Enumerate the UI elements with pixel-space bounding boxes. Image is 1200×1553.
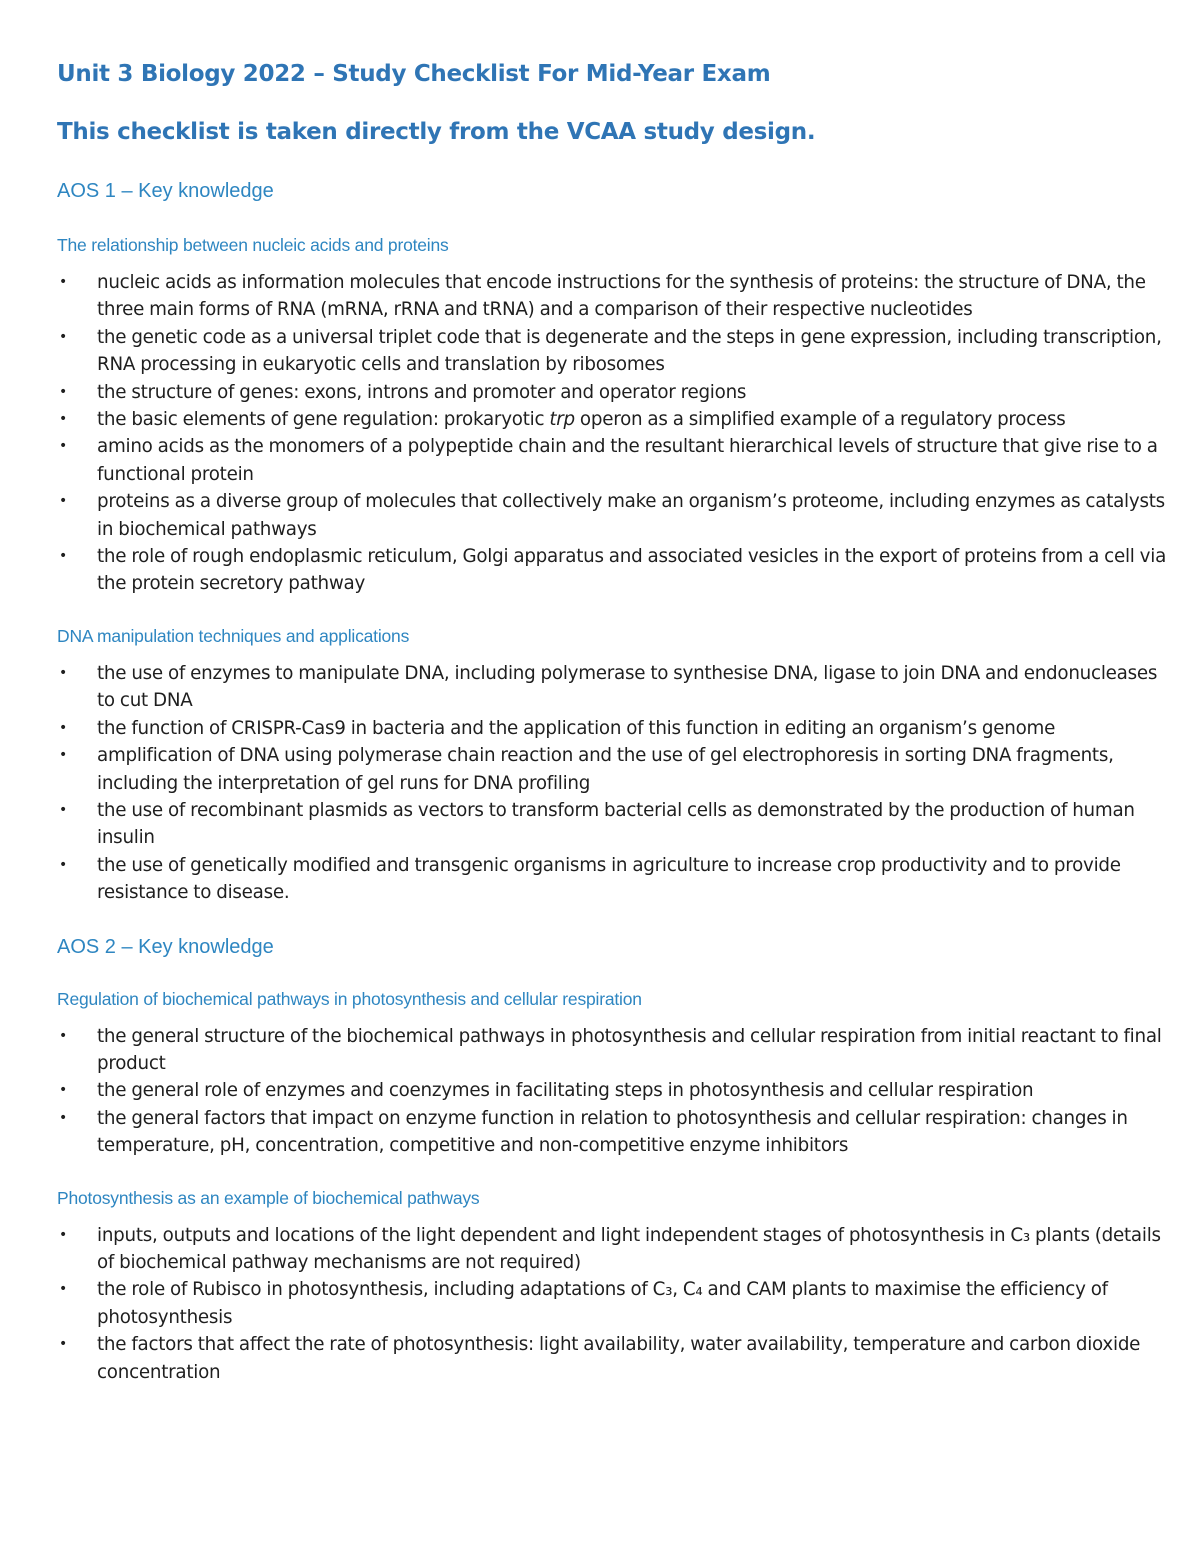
- bullet-icon: •: [59, 747, 68, 764]
- list-item: [57, 379, 1167, 406]
- list-item-text: the general factors that impact on enzyme function in relation to photosynthesis and cellular respiration: changes in temperature, pH, concentration, competitive and non-competitive enzyme inhibitors: [97, 1107, 1128, 1157]
- list-item-text: the role of rough endoplasmic reticulum, Golgi apparatus and associated vesicles in the export of proteins from a cell via the protein secretory pathway: [97, 546, 1167, 595]
- aos1-heading: AOS 1 – Key knowledge: [57, 180, 274, 202]
- bullet-icon: •: [59, 664, 68, 681]
- aos2-section2-list: [57, 1222, 1167, 1386]
- bullet-icon: •: [59, 383, 68, 400]
- aos1-section1-heading: The relationship between nucleic acids and proteins: [57, 235, 449, 255]
- bullet-icon: •: [59, 328, 68, 345]
- list-item-text: the general structure of the biochemical pathways in photosynthesis and cellular respiration from initial reactant to final product: [97, 1025, 1162, 1074]
- bullet-icon: •: [59, 1226, 68, 1243]
- bullet-icon: •: [59, 411, 68, 428]
- bullet-icon: •: [59, 1281, 68, 1298]
- bullet-icon: •: [59, 274, 68, 290]
- aos1-section2-list: [57, 660, 1167, 907]
- bullet-icon: •: [59, 438, 68, 455]
- document-page: [57, 58, 1167, 1386]
- bullet-icon: •: [59, 1082, 68, 1099]
- list-item: [57, 1105, 1167, 1160]
- list-item-text: the factors that affect the rate of photosynthesis: light availability, water availability, temperature and carbon dioxide concentration: [97, 1334, 1141, 1383]
- list-item: [57, 433, 1167, 488]
- list-item: [57, 660, 1167, 715]
- list-item: [57, 1023, 1167, 1078]
- bullet-icon: •: [59, 719, 68, 736]
- list-item-text: the general role of enzymes and coenzymes in facilitating steps in photosynthesis and cellular respiration: [97, 1080, 1034, 1102]
- list-item: [57, 324, 1167, 379]
- bullet-icon: •: [59, 1336, 68, 1353]
- aos2-section1-heading: Regulation of biochemical pathways in photosynthesis and cellular respiration: [57, 988, 642, 1009]
- list-item-text: inputs, outputs and locations of the light dependent and light independent stages of photosynthesis in C₃ plants (details of biochemical pathway mechanisms are not required): [97, 1224, 1161, 1273]
- aos1-section1-list: [57, 269, 1167, 598]
- bullet-icon: •: [59, 856, 68, 873]
- list-item-text: the function of CRISPR-Cas9 in bacteria and the application of this function in editing an organism’s genome: [97, 717, 1056, 739]
- list-item: [57, 488, 1167, 543]
- list-item-text: the use of genetically modified and transgenic organisms in agriculture to increase crop productivity and to provide resistance to disease.: [97, 854, 1121, 904]
- aos2-section1-list: [57, 1023, 1167, 1160]
- list-item-text: the structure of genes: exons, introns and promoter and operator regions: [97, 381, 747, 403]
- bullet-icon: •: [59, 548, 68, 565]
- list-item: [57, 742, 1167, 797]
- list-item-text: operon as a simplified example of a regulatory process: [574, 409, 1066, 431]
- list-item-text: proteins as a diverse group of molecules that collectively make an organism’s proteome, including enzymes as catalysts in biochemical pathways: [97, 491, 1165, 540]
- list-item: [57, 406, 1167, 433]
- bullet-icon: •: [59, 1027, 68, 1044]
- list-item-text: the role of Rubisco in photosynthesis, including adaptations of C₃, C₄ and CAM plants to maximise the efficiency of photosynthesis: [97, 1279, 1108, 1328]
- list-item: [57, 797, 1167, 852]
- list-item-text: the use of recombinant plasmids as vectors to transform bacterial cells as demonstrated by the production of human insulin: [97, 799, 1135, 849]
- list-item: [57, 1331, 1167, 1386]
- list-item-text: nucleic acids as information molecules that encode instructions for the synthesis of proteins: the structure of DNA, the three main forms of RNA (mRNA, rRNA and tRNA) and a comparison of their respective nucleotides: [97, 272, 1146, 321]
- list-item-text: amplification of DNA using polymerase chain reaction and the use of gel electrophoresis in sorting DNA fragments, including the interpretation of gel runs for DNA profiling: [97, 745, 1114, 794]
- bullet-icon: •: [59, 1109, 68, 1126]
- bullet-icon: •: [59, 493, 68, 510]
- list-item: [57, 852, 1167, 907]
- aos2-heading: AOS 2 – Key knowledge: [57, 935, 274, 958]
- list-item-text: the basic elements of gene regulation: prokaryotic: [97, 409, 550, 431]
- aos1-section2-heading: DNA manipulation techniques and applications: [57, 625, 410, 646]
- list-item: [57, 269, 1167, 324]
- list-item-italic-term: trp: [549, 409, 575, 431]
- list-item: [57, 715, 1167, 742]
- list-item: [57, 1276, 1167, 1331]
- list-item-text: the genetic code as a universal triplet code that is degenerate and the steps in gene expression, including transcription, RNA processing in eukaryotic cells and translation by ribosomes: [97, 326, 1162, 376]
- list-item: [57, 1222, 1167, 1277]
- list-item: [57, 1077, 1167, 1104]
- list-item-text: the use of enzymes to manipulate DNA, including polymerase to synthesise DNA, ligase to join DNA and endonucleases to cut DNA: [97, 662, 1158, 712]
- bullet-icon: •: [59, 801, 68, 818]
- document-subtitle: This checklist is taken directly from the VCAA study design.: [57, 119, 816, 145]
- list-item-text: amino acids as the monomers of a polypeptide chain and the resultant hierarchical levels of structure that give rise to a functional protein: [97, 436, 1158, 485]
- list-item: [57, 543, 1167, 598]
- aos2-section2-heading: Photosynthesis as an example of biochemical pathways: [57, 1187, 480, 1208]
- document-title: Unit 3 Biology 2022 – Study Checklist For Mid-Year Exam: [57, 61, 771, 87]
